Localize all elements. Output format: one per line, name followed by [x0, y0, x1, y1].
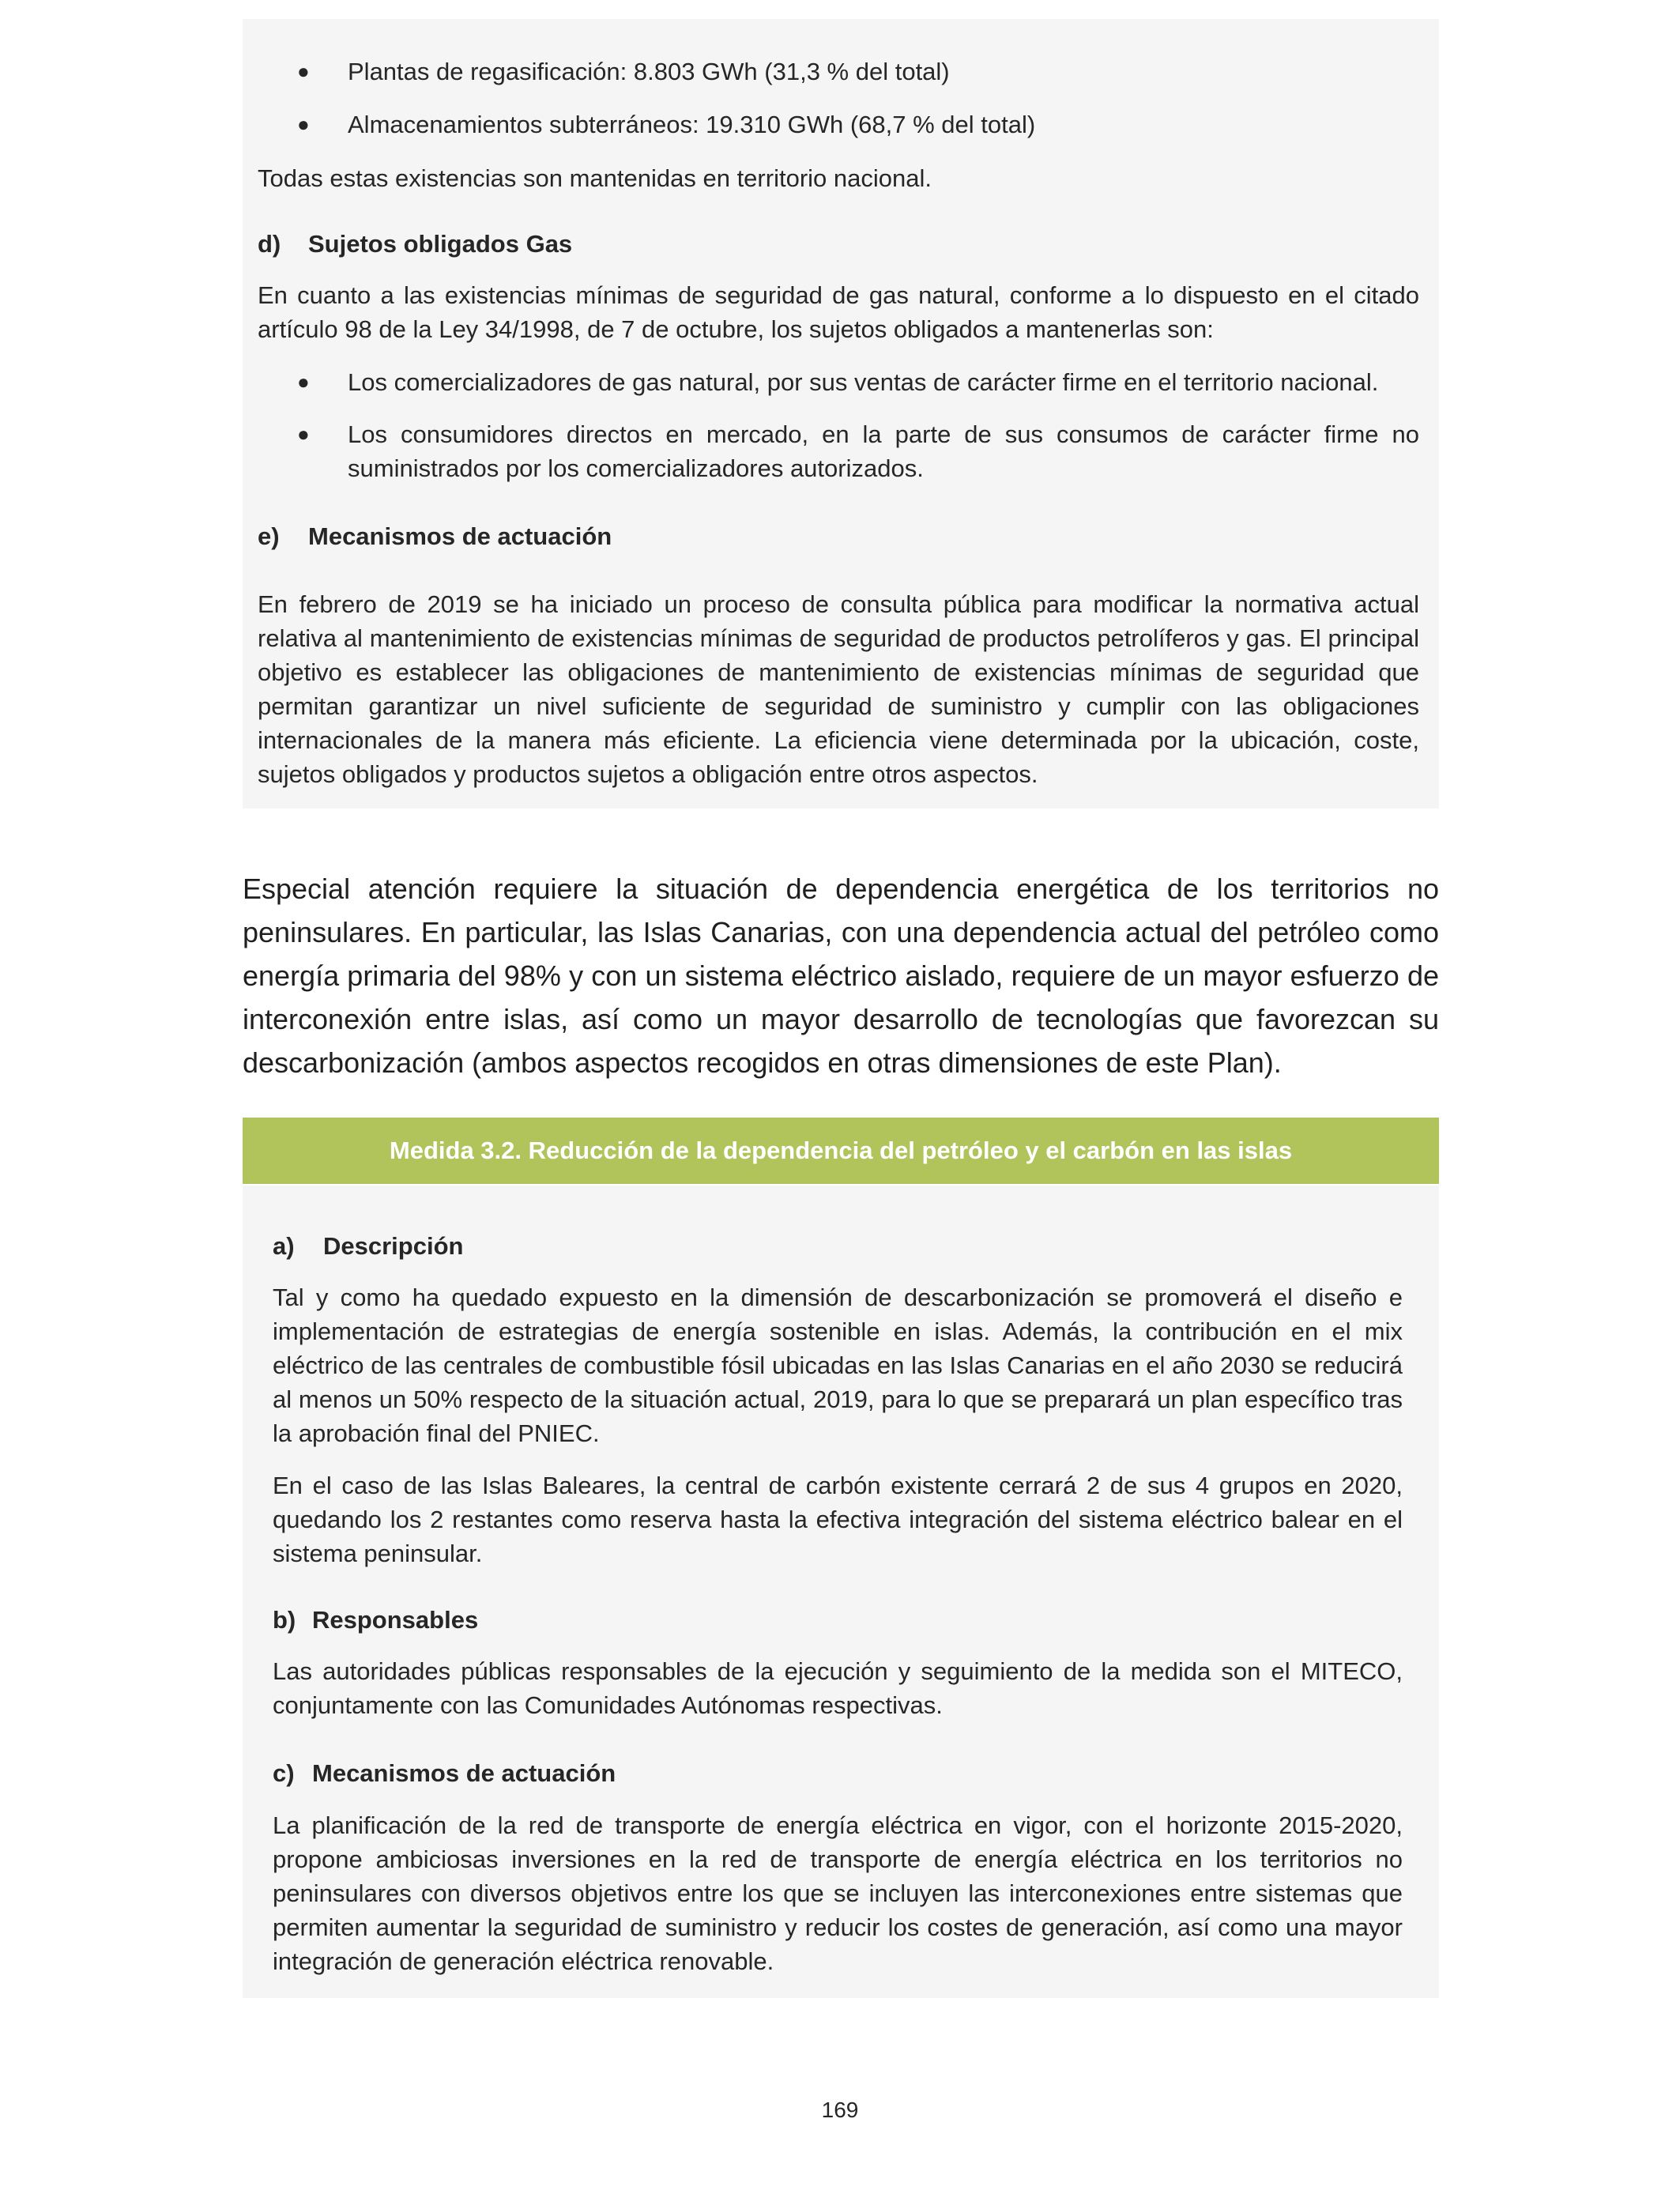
section-b-heading — [273, 1603, 478, 1637]
stock-note: Todas estas existencias son mantenidas en territorio nacional. — [258, 164, 932, 192]
section-b-title: Responsables — [312, 1606, 479, 1634]
section-a-letter: a) — [273, 1232, 295, 1260]
page-number: 169 — [821, 2098, 859, 2122]
section-a-title: Descripción — [323, 1232, 464, 1260]
bullet-direct-consumers: Los consumidores directos en mercado, en la parte de sus consumos de carácter firme no suministrados por los comercializadores autorizados. — [348, 420, 1419, 482]
bullet-dot-icon: ● — [297, 59, 310, 83]
bullet-dot-icon: ● — [297, 422, 310, 446]
section-c-letter: c) — [273, 1759, 295, 1787]
measure-title: Medida 3.2. Reducción de la dependencia del petróleo y el carbón en las islas — [389, 1137, 1293, 1164]
section-c-title: Mecanismos de actuación — [312, 1759, 616, 1787]
bullet-gas-traders: Los comercializadores de gas natural, por sus ventas de carácter firme en el territorio nacional. — [348, 368, 1379, 396]
bullet-dot-icon: ● — [297, 370, 310, 394]
section-e-heading — [258, 519, 612, 553]
section-a-heading — [273, 1229, 463, 1263]
section-d-heading — [258, 227, 572, 261]
section-d-paragraph: En cuanto a las existencias mínimas de seguridad de gas natural, conforme a lo dispuesto en el citado artículo 98 de la Ley 34/1998, de 7 de octubre, los sujetos obligados a mantenerlas son: — [258, 281, 1419, 343]
bullet-regasification: Plantas de regasificación: 8.803 GWh (31,3 % del total) — [348, 58, 950, 85]
section-c-heading — [273, 1756, 616, 1790]
section-b-letter: b) — [273, 1606, 296, 1634]
section-a-paragraph-2: En el caso de las Islas Baleares, la central de carbón existente cerrará 2 de sus 4 grupos en 2020, quedando los 2 restantes como reserva hasta la efectiva integración del sistema eléctrico balear en el sistema peninsular. — [273, 1472, 1403, 1567]
body-paragraph: Especial atención requiere la situación de dependencia energética de los territorios no peninsulares. En particular, las Islas Canarias, con una dependencia actual del petróleo como energía primaria del 98% y con un sistema eléctrico aislado, requiere de un mayor esfuerzo de interconexión entre islas, así como un mayor desarrollo de tecnologías que favorezcan su descarbonización (ambos aspectos recogidos en otras dimensiones de este Plan). — [243, 873, 1439, 1079]
section-d-title: Sujetos obligados Gas — [308, 230, 573, 258]
bullet-dot-icon: ● — [297, 112, 310, 136]
section-e-title: Mecanismos de actuación — [308, 522, 612, 550]
section-e-paragraph: En febrero de 2019 se ha iniciado un proceso de consulta pública para modificar la normativa actual relativa al mantenimiento de existencias mínimas de seguridad de productos petrolíferos y gas. El principal objetivo es establecer las obligaciones de mantenimiento de existencias mínimas de seguridad que permitan garantizar un nivel suficiente de seguridad de suministro y cumplir con las obligaciones internacionales de la manera más eficiente. La eficiencia viene determinada por la ubicación, coste, sujetos obligados y productos sujetos a obligación entre otros aspectos. — [258, 590, 1419, 788]
section-b-paragraph: Las autoridades públicas responsables de la ejecución y seguimiento de la medida son el MITECO, conjuntamente con las Comunidades Autónomas respectivas. — [273, 1657, 1403, 1719]
bullet-underground-storage: Almacenamientos subterráneos: 19.310 GWh (68,7 % del total) — [348, 111, 1036, 138]
measure-banner — [243, 1118, 1439, 1184]
section-d-letter: d) — [258, 230, 281, 258]
section-a-paragraph-1: Tal y como ha quedado expuesto en la dimensión de descarbonización se promoverá el diseño e implementación de estrategias de energía sostenible en islas. Además, la contribución en el mix eléctrico de las centrales de combustible fósil ubicadas en las Islas Canarias en el año 2030 se reducirá al menos un 50% respecto de la situación actual, 2019, para lo que se preparará un plan específico tras la aprobación final del PNIEC. — [273, 1284, 1403, 1447]
section-c-paragraph: La planificación de la red de transporte de energía eléctrica en vigor, con el horizonte 2015-2020, propone ambiciosas inversiones en la red de transporte de energía eléctrica en los territorios no peninsulares con diversos objetivos entre los que se incluyen las interconexiones entre sistemas que permiten aumentar la seguridad de suministro y reducir los costes de generación, así como una mayor integración de generación eléctrica renovable. — [273, 1811, 1403, 1975]
section-e-letter: e) — [258, 522, 280, 550]
